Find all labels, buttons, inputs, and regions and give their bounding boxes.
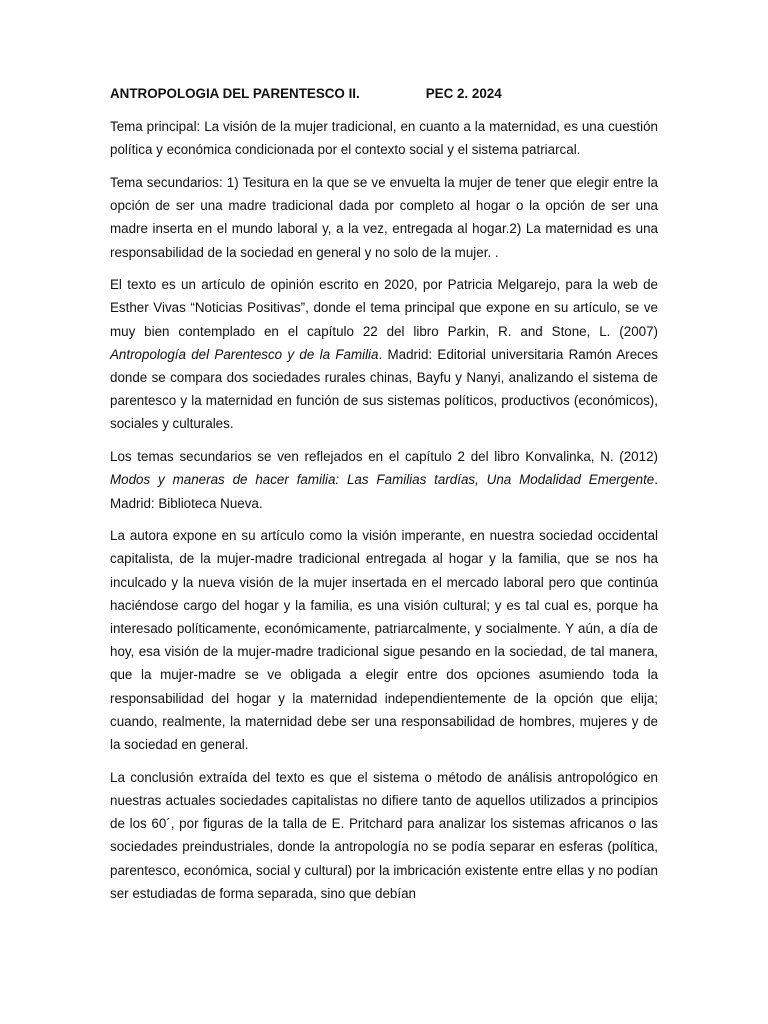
paragraph-text: . Madrid: Editorial universitaria Ramón Areces donde se compara dos sociedades rurales chinas, Bayfu y Nanyi, analizando el sistema de parentesco y la maternidad en función de sus sistemas políticos, productivos (económicos), sociales y culturales. [110, 346, 658, 432]
paragraph-main-theme: Tema principal: La visión de la mujer tradicional, en cuanto a la maternidad, es una cuestión política y económica condicionada por el contexto social y el sistema patriarcal. [110, 119, 658, 158]
course-title: ANTROPOLOGIA DEL PARENTESCO II. [110, 86, 360, 101]
paragraph-secondary-themes: Tema secundarios: 1) Tesitura en la que se ve envuelta la mujer de tener que elegir entre la opción de ser una madre tradicional dada por completo al hogar o la opción de ser una madre inserta en el mundo laboral y, a la vez, entregada al hogar.2) La maternidad es una responsabilidad de la sociedad en general y no solo de la mujer. . [110, 174, 658, 260]
paragraph-author-argument: La autora expone en su artículo como la visión imperante, en nuestra sociedad occidental capitalista, de la mujer-madre tradicional entregada al hogar y la familia, que se nos ha inculcado y la nueva visión de la mujer insertada en el mercado laboral pero que continúa haciéndose cargo del hogar y la familia, es una visión cultural; y es tal cual es, porque ha interesado políticamente, económicamente, patriarcalmente, y socialmente. Y aún, a día de hoy, esa visión de la mujer-madre tradicional sigue pesando en la sociedad, de tal manera, que la mujer-madre se ve obligada a elegir entre dos opciones asumiendo toda la responsabilidad del hogar y la maternidad independientemente de la opción que elija; cuando, realmente, la maternidad debe ser una responsabilidad de hombres, mujeres y de la sociedad en general. [110, 528, 658, 753]
paragraph-secondary-source [110, 445, 658, 515]
document-header [110, 84, 658, 104]
paragraph-text: . Madrid: Biblioteca Nueva. [110, 472, 658, 511]
assignment-code: PEC 2. 2024 [425, 86, 502, 101]
book-title: Antropología del Parentesco y de la Familia [110, 346, 379, 362]
paragraph-conclusion: La conclusión extraída del texto es que el sistema o método de análisis antropológico en nuestras actuales sociedades capitalistas no difiere tanto de aquellos utilizados a principios de los 60´, por figuras de la talla de E. Pritchard para analizar los sistemas africanos o las sociedades preindustriales, donde la antropología no se podía separar en esferas (política, parentesco, económica, social y cultural) por la imbricación existente entre ellas y no podían ser estudiadas de forma separada, sino que debían [110, 769, 658, 901]
paragraph-text: Los temas secundarios se ven reflejados en el capítulo 2 del libro Konvalinka, N. (2012) [110, 449, 658, 465]
document-page [110, 84, 658, 915]
paragraph-text: El texto es un artículo de opinión escrito en 2020, por Patricia Melgarejo, para la web de Esther Vivas “Noticias Positivas”, donde el tema principal que expone en su artículo, se ve muy bien contemplado en el capítulo 22 del libro Parkin, R. and Stone, L. (2007) [110, 277, 658, 339]
paragraph-article-source [110, 273, 658, 435]
book-title: Modos y maneras de hacer familia: Las Familias tardías, Una Modalidad Emergente [110, 472, 655, 488]
